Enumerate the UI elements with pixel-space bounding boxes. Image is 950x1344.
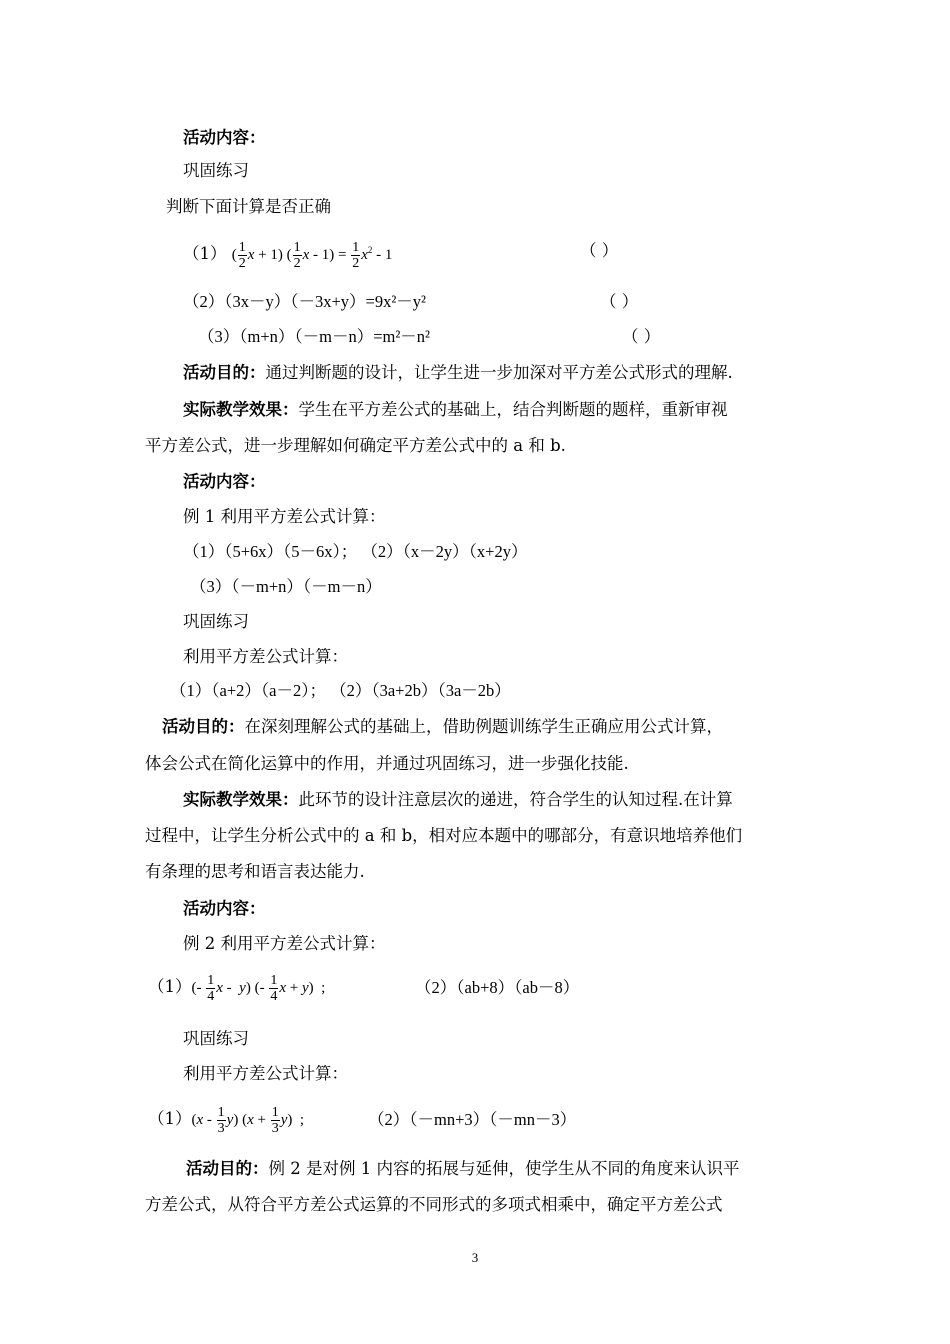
- paragraph-purpose-3-line2: 方差公式，从符合平方差公式运算的不同形式的多项式相乘中，确定平方差公式: [145, 1195, 723, 1214]
- purpose-2-label: 活动目的：: [162, 717, 245, 736]
- paragraph-purpose-3-line1: [186, 1158, 739, 1180]
- question-1: [183, 232, 392, 273]
- example-2-item-1-formula: (- $\frac{1}{4}$ x - y) (- $\frac{1}{4}$ x + y) ;: [191, 973, 326, 1005]
- heading-activity-content-2: 活动内容：: [183, 472, 266, 491]
- practice-2-item-1-formula: (x - $\frac{1}{3}$ y) (x + $\frac{1}{3}$ y) ;: [191, 1105, 305, 1137]
- effect-2-text: 此环节的设计注意层次的递进，符合学生的认知过程.在计算: [298, 790, 733, 809]
- example-2-item-2: （2）（ab+8）（ab－8）: [415, 978, 580, 997]
- question-3-answer-blank: （ ）: [622, 327, 661, 346]
- question-1-formula: ( $\frac{1}{2}$ x + 1) ( $\frac{1}{2}$ x - 1) = $\frac{1}{2}$ $x^2 - 1$: [231, 240, 393, 272]
- purpose-3-label: 活动目的：: [186, 1159, 269, 1178]
- text-use-formula-1: 利用平方差公式计算：: [183, 647, 348, 666]
- purpose-1-label: 活动目的：: [183, 363, 266, 382]
- example-2-item-1: [148, 968, 325, 1007]
- page-number: 3: [471, 1250, 479, 1265]
- heading-activity-content-1: 活动内容：: [183, 128, 266, 147]
- text-consolidation-practice-1: 巩固练习: [183, 161, 249, 180]
- text-use-formula-2: 利用平方差公式计算：: [183, 1064, 348, 1083]
- heading-activity-content-3: 活动内容：: [183, 899, 266, 918]
- practice-2-item-1: [148, 1100, 304, 1139]
- purpose-3-text: 例 2 是对例 1 内容的拓展与延伸，使学生从不同的角度来认识平: [268, 1159, 740, 1178]
- purpose-2-text: 在深刻理解公式的基础上，借助例题训练学生正确应用公式计算，: [244, 717, 723, 736]
- paragraph-effect-2-line2: 过程中，让学生分析公式中的 a 和 b，相对应本题中的哪部分，有意识地培养他们: [145, 826, 743, 845]
- text-consolidation-practice-2: 巩固练习: [183, 612, 249, 631]
- paragraph-effect-1-line2: 平方差公式，进一步理解如何确定平方差公式中的 a 和 b.: [145, 436, 566, 455]
- text-judge-instruction: 判断下面计算是否正确: [166, 197, 331, 216]
- effect-1-text: 学生在平方差公式的基础上，结合判断题的题样，重新审视: [298, 400, 728, 419]
- example-1-items-a: （1）（5+6x）（5－6x）； （2）（x－2y）（x+2y）: [183, 542, 528, 561]
- practice-2-item-1-label: （1）: [148, 1109, 192, 1128]
- paragraph-effect-1-line1: [183, 399, 728, 421]
- practice-2-item-2: （2）（－mn+3）（－mn－3）: [368, 1110, 577, 1129]
- paragraph-purpose-2-line2: 体会公式在简化运算中的作用，并通过巩固练习，进一步强化技能.: [145, 754, 629, 773]
- question-2-answer-blank: （ ）: [600, 292, 639, 311]
- example-1-title: 例 1 利用平方差公式计算：: [183, 507, 386, 526]
- question-1-label: （1）: [183, 244, 227, 263]
- question-2: （2）（3x－y）（－3x+y）=9x²－y²: [183, 292, 427, 311]
- purpose-1-text: 通过判断题的设计，让学生进一步加深对平方差公式形式的理解.: [265, 363, 733, 382]
- effect-2-label: 实际教学效果：: [183, 790, 299, 809]
- example-1-items-b: （3）（－m+n）（－m－n）: [190, 577, 382, 596]
- practice-1-items: （1）（a+2）（a－2）； （2）（3a+2b）（3a－2b）: [170, 681, 511, 700]
- paragraph-purpose-2-line1: [162, 716, 723, 738]
- paragraph-purpose-1: [183, 362, 733, 384]
- example-2-item-1-label: （1）: [148, 977, 192, 996]
- text-consolidation-practice-3: 巩固练习: [183, 1029, 249, 1048]
- effect-1-label: 实际教学效果：: [183, 400, 299, 419]
- question-1-answer-blank: （ ）: [580, 241, 619, 260]
- paragraph-effect-2-line3: 有条理的思考和语言表达能力.: [145, 862, 365, 881]
- example-2-title: 例 2 利用平方差公式计算：: [183, 934, 386, 953]
- paragraph-effect-2-line1: [183, 789, 733, 811]
- question-3: （3）（m+n）（－m－n）=m²－n²: [198, 327, 431, 346]
